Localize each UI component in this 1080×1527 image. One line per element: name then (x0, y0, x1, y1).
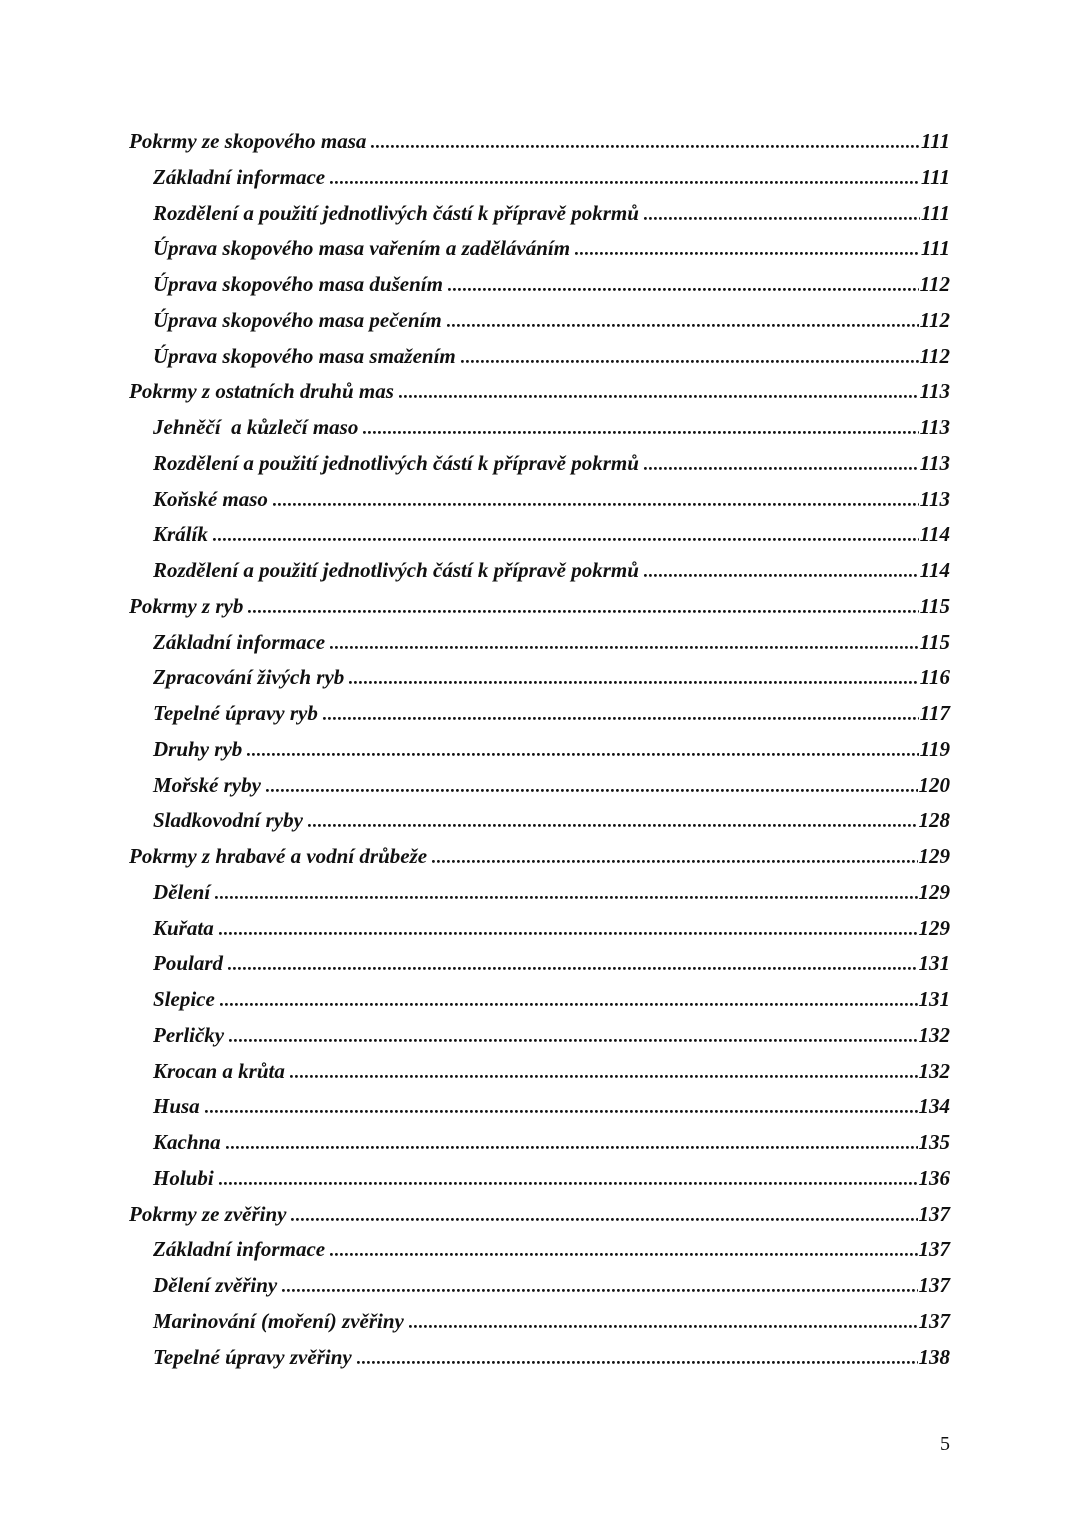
toc-entry (129, 982, 950, 1018)
toc-entry-label: Dělení (153, 879, 211, 904)
toc-entry (129, 482, 950, 518)
toc-entry-label: Pokrmy z hrabavé a vodní drůbeže (129, 844, 428, 868)
dot-leader (219, 1182, 918, 1185)
toc-entry (129, 374, 950, 410)
toc-entry-page: 135 (918, 1130, 950, 1154)
toc-entry-label: Pokrmy ze zvěřiny (129, 1201, 287, 1226)
toc-entry (129, 1268, 950, 1304)
toc-entry (129, 1089, 950, 1125)
dot-leader (644, 467, 919, 470)
toc-entry-label: Kuřata (153, 915, 214, 940)
toc-entry (129, 625, 950, 661)
toc-entry (129, 446, 950, 482)
dot-leader (330, 646, 919, 649)
toc-entry-label: Rozdělení a použití jednotlivých částí k přípravě pokrmů (153, 450, 639, 475)
dot-leader (290, 1075, 918, 1078)
toc-entry-page: 129 (918, 844, 950, 868)
toc-entry-page: 111 (920, 236, 950, 261)
toc-entry-label: Úprava skopového masa smažením (153, 343, 456, 368)
dot-leader (371, 145, 919, 148)
dot-leader (447, 324, 919, 327)
toc-entry-label: Úprava skopového masa vařením a zaděláváním (153, 236, 571, 261)
dot-leader (229, 1039, 917, 1042)
toc-entry-label: Perličky (153, 1022, 225, 1047)
toc-entry (129, 768, 950, 804)
toc-entry (129, 1125, 950, 1161)
toc-entry-label: Pokrmy z ostatních druhů mas (129, 379, 394, 404)
dot-leader (323, 717, 919, 720)
dot-leader (273, 503, 919, 506)
toc-entry-label: Rozdělení a použití jednotlivých částí k přípravě pokrmů (153, 200, 639, 225)
toc-entry (129, 196, 950, 232)
toc-entry-label: Slepice (153, 987, 215, 1011)
toc-entry-page: 131 (918, 987, 950, 1011)
toc-entry (129, 1232, 950, 1268)
toc-entry (129, 1161, 950, 1197)
toc-entry-label: Marinování (moření) zvěřiny (153, 1308, 404, 1333)
toc-entry (129, 1340, 950, 1376)
toc-entry-page: 113 (919, 415, 950, 439)
toc-entry-page: 117 (919, 701, 950, 725)
dot-leader (409, 1325, 918, 1328)
toc-entry-label: Základní informace (153, 629, 326, 654)
toc-entry-page: 132 (918, 1022, 950, 1047)
toc-entry-label: Poulard (153, 951, 224, 976)
toc-entry-page: 137 (918, 1273, 950, 1297)
toc-entry (129, 553, 950, 589)
dot-leader (291, 1218, 917, 1221)
toc-entry-page: 111 (920, 200, 950, 225)
toc-entry (129, 1197, 950, 1233)
dot-leader (644, 217, 920, 220)
toc-entry-page: 137 (918, 1237, 950, 1262)
toc-entry (129, 1054, 950, 1090)
toc-list (129, 124, 950, 1375)
toc-entry-label: Krocan a krůta (153, 1058, 285, 1083)
dot-leader (247, 753, 918, 756)
toc-entry-label: Sladkovodní ryby (153, 808, 303, 833)
toc-entry-page: 120 (918, 772, 950, 797)
dot-leader (213, 538, 919, 541)
toc-entry (129, 911, 950, 947)
dot-leader (461, 360, 919, 363)
toc-entry-label: Tepelné úpravy ryb (153, 701, 318, 725)
toc-entry (129, 732, 950, 768)
toc-entry-page: 119 (919, 736, 950, 761)
dot-leader (349, 681, 918, 684)
toc-entry-page: 134 (918, 1094, 950, 1119)
toc-entry-label: Základní informace (153, 164, 326, 189)
toc-entry (129, 160, 950, 196)
toc-entry-label: Kachna (153, 1130, 221, 1154)
toc-entry-label: Holubi (153, 1165, 214, 1190)
toc-entry (129, 339, 950, 375)
page-number: 5 (940, 1433, 950, 1455)
toc-entry-label: Dělení zvěřiny (153, 1273, 278, 1297)
toc-entry (129, 589, 950, 625)
dot-leader (363, 431, 918, 434)
dot-leader (308, 824, 918, 827)
toc-entry-page: 112 (919, 272, 950, 296)
toc-entry-page: 129 (918, 879, 950, 904)
toc-entry-page: 113 (919, 486, 950, 511)
toc-entry-page: 111 (920, 164, 950, 189)
toc-entry-label: Úprava skopového masa pečením (153, 307, 442, 332)
toc-entry (129, 1304, 950, 1340)
dot-leader (330, 1253, 917, 1256)
toc-entry-page: 136 (918, 1165, 950, 1190)
toc-entry-label: Zpracování živých ryb (153, 665, 345, 690)
dot-leader (226, 1146, 918, 1149)
dot-leader (248, 610, 918, 613)
toc-entry (129, 803, 950, 839)
dot-leader (330, 181, 920, 184)
toc-entry-label: Mořské ryby (153, 772, 261, 797)
toc-entry-page: 132 (918, 1058, 950, 1083)
toc-entry-page: 115 (919, 629, 950, 654)
toc-entry-page: 113 (919, 379, 950, 404)
dot-leader (266, 789, 918, 792)
toc-entry-page: 113 (919, 450, 950, 475)
toc-entry (129, 1018, 950, 1054)
toc-entry (129, 839, 950, 875)
toc-entry-page: 137 (918, 1201, 950, 1226)
toc-entry (129, 946, 950, 982)
toc-entry-label: Druhy ryb (153, 736, 243, 761)
toc-entry-label: Pokrmy ze skopového masa (129, 129, 367, 153)
dot-leader (282, 1289, 917, 1292)
dot-leader (399, 395, 919, 398)
toc-entry (129, 660, 950, 696)
dot-leader (432, 860, 917, 863)
toc-entry-page: 112 (919, 307, 950, 332)
toc-entry-page: 111 (920, 129, 950, 153)
toc-entry (129, 517, 950, 553)
toc-entry (129, 696, 950, 732)
dot-leader (448, 288, 919, 291)
toc-entry-label: Základní informace (153, 1237, 326, 1262)
toc-entry-page: 138 (918, 1344, 950, 1369)
toc-entry-page: 114 (919, 558, 950, 582)
toc-entry-label: Tepelné úpravy zvěřiny (153, 1344, 352, 1369)
dot-leader (357, 1361, 918, 1364)
toc-entry-label: Husa (153, 1094, 200, 1119)
dot-leader (228, 967, 917, 970)
dot-leader (575, 252, 920, 255)
toc-entry (129, 875, 950, 911)
toc-entry-page: 115 (919, 593, 950, 618)
toc-entry-label: Koňské maso (153, 486, 268, 511)
toc-entry-page: 112 (919, 343, 950, 368)
toc-entry (129, 267, 950, 303)
toc-entry-page: 114 (919, 522, 950, 547)
toc-entry-page: 128 (918, 808, 950, 833)
toc-entry (129, 231, 950, 267)
dot-leader (215, 896, 917, 899)
toc-entry-label: Rozdělení a použití jednotlivých částí k přípravě pokrmů (153, 558, 639, 582)
toc-entry (129, 124, 950, 160)
toc-entry-page: 131 (918, 951, 950, 976)
dot-leader (219, 932, 918, 935)
dot-leader (644, 574, 919, 577)
toc-entry (129, 410, 950, 446)
toc-entry-page: 137 (918, 1308, 950, 1333)
toc-entry-label: Jehněčí a kůzlečí maso (153, 415, 359, 439)
toc-entry-page: 129 (918, 915, 950, 940)
toc-entry (129, 303, 950, 339)
dot-leader (205, 1110, 918, 1113)
toc-entry-page: 116 (919, 665, 950, 690)
toc-entry-label: Pokrmy z ryb (129, 593, 244, 618)
toc-entry-label: Králík (153, 522, 208, 547)
dot-leader (220, 1003, 918, 1006)
toc-entry-label: Úprava skopového masa dušením (153, 272, 443, 296)
